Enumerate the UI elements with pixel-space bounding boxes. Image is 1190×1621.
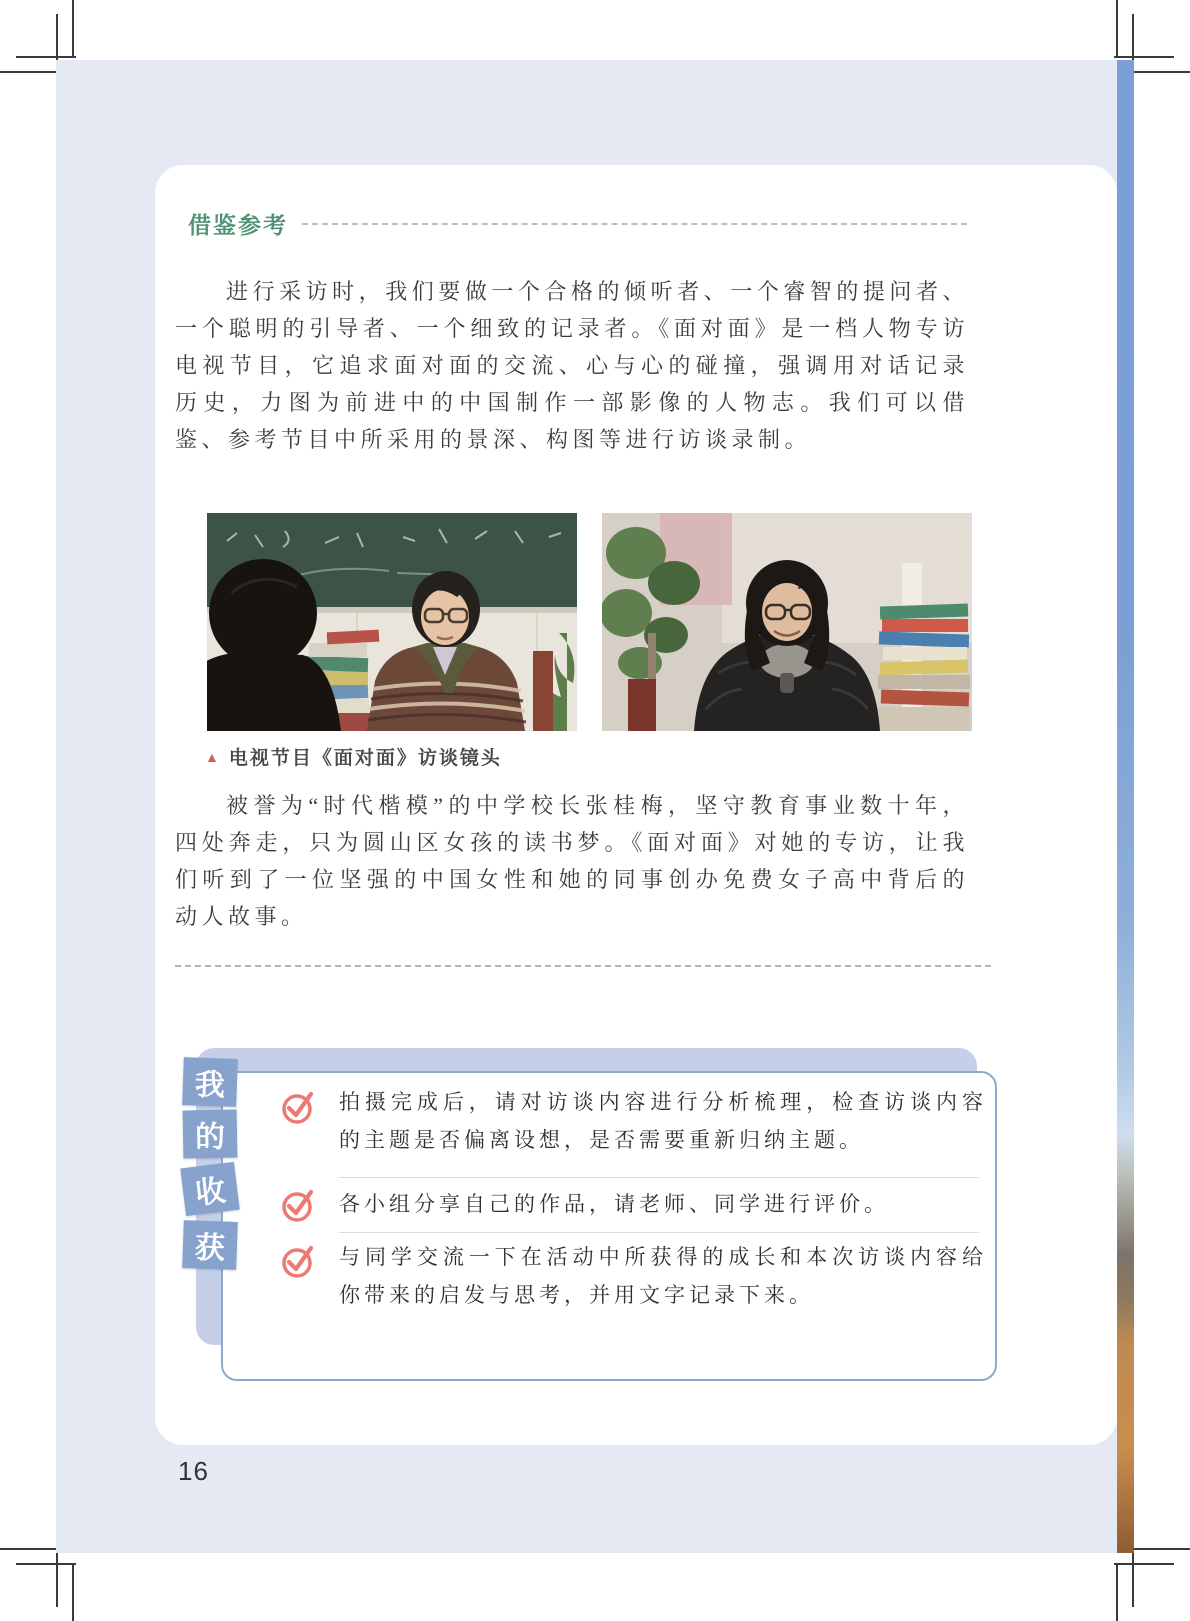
harvest-label-tile: 获 — [182, 1220, 238, 1270]
caption-text: 电视节目《面对面》访谈镜头 — [228, 748, 502, 769]
section-header — [188, 207, 967, 240]
harvest-item-text: 拍摄完成后，请对访谈内容进行分析梳理，检查访谈内容的主题是否偏离设想，是否需要重新归纳主题。 — [339, 1090, 987, 1152]
content-card — [155, 165, 1117, 1445]
zhang-guimei-paragraph: 被誉为“时代楷模”的中学校长张桂梅，坚守教育事业数十年，四处奔走，只为圆山区女孩的读书梦。《面对面》对她的专访，让我们听到了一位坚强的中国女性和她的同事创办免费女子高中背后的动人故事。 — [175, 793, 969, 929]
harvest-checklist-box — [221, 1071, 997, 1381]
figure-caption — [205, 743, 502, 770]
harvest-item-text: 与同学交流一下在活动中所获得的成长和本次访谈内容给你带来的启发与思考，并用文字记录下来。 — [339, 1245, 987, 1307]
check-circle-icon — [280, 1185, 320, 1225]
page-number: 16 — [178, 1456, 209, 1486]
item-divider — [339, 1177, 979, 1178]
check-circle-icon — [280, 1241, 320, 1281]
harvest-label-tile: 的 — [183, 1110, 238, 1159]
caption-triangle-icon: ▲ — [205, 748, 219, 765]
harvest-label-tile: 我 — [182, 1057, 238, 1107]
section-dashed-divider — [175, 965, 991, 967]
interview-photo-portrait — [602, 513, 972, 731]
header-dashed-rule — [302, 223, 967, 225]
harvest-item-text: 各小组分享自己的作品，请老师、同学进行评价。 — [339, 1192, 889, 1216]
decorative-sunset-strip — [1117, 60, 1134, 1553]
figure-photos — [207, 513, 972, 731]
harvest-label-tile: 收 — [180, 1162, 239, 1216]
intro-paragraph: 进行采访时，我们要做一个合格的倾听者、一个睿智的提问者、一个聪明的引导者、一个细致的记录者。《面对面》是一档人物专访电视节目，它追求面对面的交流、心与心的碰撞，强调用对话记录历史，力图为前进中的中国制作一部影像的人物志。我们可以借鉴、参考节目中所采用的景深、构图等进行访谈录制。 — [175, 279, 969, 452]
item-divider — [339, 1232, 979, 1233]
check-circle-icon — [280, 1087, 320, 1127]
section-title: 借鉴参考 — [188, 212, 288, 238]
interview-photo-classroom — [207, 513, 577, 731]
